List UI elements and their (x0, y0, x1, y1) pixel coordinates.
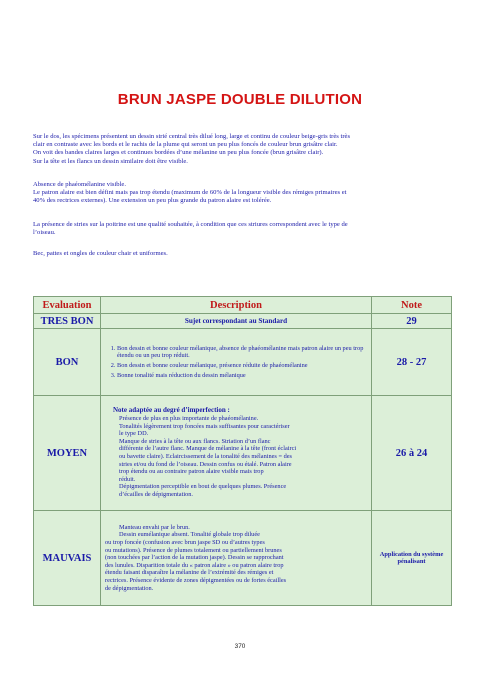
text-line: Tonalités légèrement trop foncées mais suffisantes pour caractériser (119, 422, 290, 430)
grade-moyen: MOYEN (34, 396, 101, 511)
text-line: rectrices. Présence évidente de zones dépigmentées ou de fortes écailles (105, 576, 287, 584)
text-line: d’écailles de dépigmentation. (119, 490, 193, 498)
list-item: 1. Bon dessin et bonne couleur mélanique, absence de phaéomélanine mais patron alaire un peu trop étendu ou un peu trop réduit. (117, 345, 367, 360)
page-title: BRUN JASPE DOUBLE DILUTION (117, 91, 363, 108)
text-line: ou mutations). Présence de plumes totalement ou partiellement brunes (105, 546, 282, 554)
text-line: Sur la tête et les flancs un dessin similaire doit être visible. (33, 157, 188, 165)
list-item: 3. Bonne tonalité mais réduction du dessin mélanique (117, 372, 367, 380)
text-line: Manteau envahi par le brun. (119, 523, 190, 531)
grade-tres-bon: TRES BON (34, 314, 101, 329)
text-line: 40% des rectrices externes). Une extension un peu plus grande du patron alaire est tolérée. (33, 197, 272, 205)
header-evaluation: Evaluation (34, 297, 101, 314)
text-line: différente de l’autre flanc. Manque de mélanine à la tête (front éclairci (119, 445, 297, 453)
text-line: des lunules. Disparition totale du « patron alaire » ou patron alaire trop (105, 561, 284, 569)
text-line: (non touchées par l’action de la mutation jaspe). Dessin se rapprochant (105, 554, 284, 562)
note-adaptee-label: Note adaptée au degré d’imperfection : (113, 406, 230, 415)
text-line: Bec, pattes et ongles de couleur chair et uniformes. (33, 250, 168, 257)
text-line: clair en contraste avec les bords et le rachis de la plume qui seront un peu plus foncés de couleur brun grisâtre clair. (33, 141, 338, 149)
table-row (34, 396, 452, 511)
text-line: ou trop foncée (confusion avec brun jaspe SD ou d’autres types (105, 539, 265, 547)
text-line: Le patron alaire est bien défini mais pas trop étendu (maximum de 60% de la longueur visible des rémiges primaires et (33, 189, 347, 197)
note-moyen: 26 à 24 (372, 396, 452, 511)
table-row (34, 314, 452, 329)
text-line: stries et/ou du fond de l’oiseau. Dessin confus ou étalé. Patron alaire (119, 460, 292, 468)
text-line: Dépigmentation perceptible en bout de quelques plumes. Présence (119, 483, 287, 491)
table-header-row (34, 297, 452, 314)
text-line: On voit des bandes claires larges et continues bordées d’une mélanine un peu plus foncée (brun grisâtre clair). (33, 149, 324, 157)
text-line: Présence de plus en plus importante de phaéomélanine. (119, 415, 259, 423)
text-line: La présence de stries sur la poitrine est une qualité souhaitée, à condition que ces striures correspondent avec le type de (33, 221, 348, 228)
header-note: Note (372, 297, 452, 314)
note-bon: 28 - 27 (372, 329, 452, 396)
description-tres-bon: Sujet correspondant au Standard (101, 314, 372, 329)
text-line: l’oiseau. (33, 229, 56, 237)
note-mauvais: Application du système pénalisant (372, 511, 452, 606)
paragraph-wing-pattern (33, 181, 463, 206)
text-line: Manque de stries à la tête ou aux flancs. Striation d’un flanc (119, 437, 271, 445)
paragraph-beak-legs (33, 250, 463, 258)
paragraph-dorsal-pattern (33, 133, 463, 166)
description-bon (101, 329, 372, 396)
evaluation-table (33, 296, 452, 606)
text-line: étendu faisant disparaître la mélanine de l’extrémité des rémiges et (105, 569, 274, 577)
text-line: de dépigmentation. (105, 584, 154, 592)
text-line: ou bavette claire). Eclaircissement de la tonalité des mélanines = des (119, 453, 292, 460)
table-row (34, 329, 452, 396)
text-line: Sur le dos, les spécimens présentent un dessin strié central très dilué long, large et continu de couleur beige-gris très très (33, 133, 351, 140)
description-mauvais (101, 511, 372, 606)
note-tres-bon: 29 (372, 314, 452, 329)
description-moyen (101, 396, 372, 511)
text-line: le type DD. (119, 430, 149, 438)
grade-bon: BON (34, 329, 101, 396)
grade-mauvais: MAUVAIS (34, 511, 101, 606)
text-line: trop étendu ou au contraire patron alaire visible mais trop (119, 468, 264, 476)
paragraph-breast-stripes (33, 221, 463, 237)
page-number: 370 (234, 643, 246, 650)
text-line: Dessin eumélanique absent. Tonalité globale trop diluée (119, 531, 260, 539)
text-line: Absence de phaéomélanine visible. (33, 181, 127, 188)
text-line: réduit. (119, 475, 136, 483)
header-description: Description (101, 297, 372, 314)
list-item: 2. Bon dessin et bonne couleur mélanique, présence réduite de phaéomélanine (117, 362, 367, 370)
table-row (34, 511, 452, 606)
